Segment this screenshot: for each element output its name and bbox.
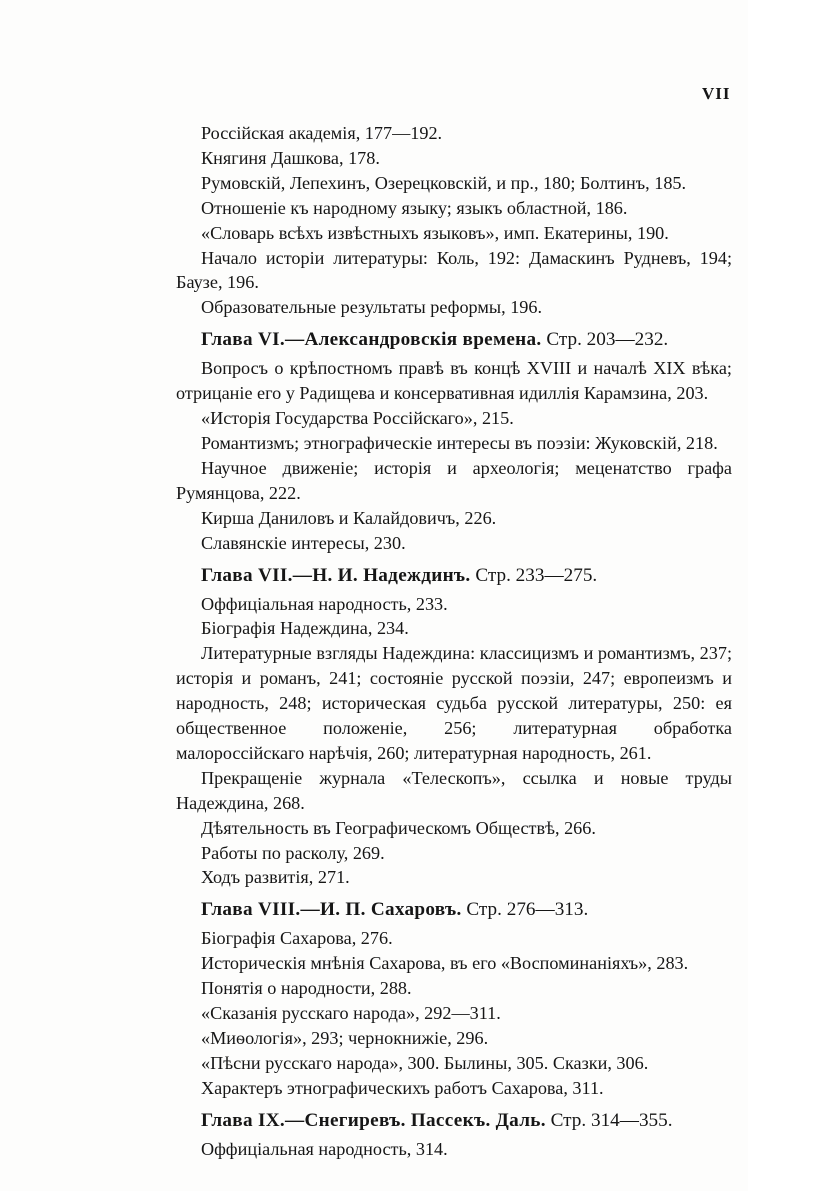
chapter-heading xyxy=(176,1108,732,1134)
toc-entry: Прекращеніе журнала «Телескопъ», ссылка и новые труды Надеждина, 268. xyxy=(176,767,732,813)
chapter-pages: Стр. 233—275. xyxy=(470,564,598,586)
toc-section xyxy=(176,563,732,891)
toc-entry: Кирша Даниловъ и Калайдовичъ, 226. xyxy=(201,507,497,528)
toc-entry: Научное движеніе; исторія и археологія; меценатство графа Румянцова, 222. xyxy=(176,457,732,503)
toc-entry: Біографія Сахарова, 276. xyxy=(201,928,393,949)
toc-entry: Работы по расколу, 269. xyxy=(201,842,385,863)
toc-entry: Біографія Надеждина, 234. xyxy=(201,618,409,639)
toc-entry: «Пѣсни русскаго народа», 300. Былины, 305. Сказки, 306. xyxy=(201,1052,649,1073)
chapter-pages: Стр. 276—313. xyxy=(461,899,589,921)
toc-entry: «Словарь всѣхъ извѣстныхъ языковъ», имп. Екатерины, 190. xyxy=(201,222,669,243)
toc-entry: Отношеніе къ народному языку; языкъ областной, 186. xyxy=(201,197,628,218)
toc-entry: Понятія о народности, 288. xyxy=(201,978,412,999)
toc-entry: Характеръ этнографическихъ работъ Сахарова, 311. xyxy=(201,1077,604,1098)
toc-entry: Дѣятельность въ Географическомъ Обществѣ, 266. xyxy=(201,817,596,838)
chapter-heading xyxy=(176,327,732,353)
toc-section xyxy=(176,1108,732,1162)
toc-entry: Славянскіе интересы, 230. xyxy=(201,532,406,553)
toc-entry: Румовскій, Лепехинъ, Озерецковскій, и пр., 180; Болтинъ, 185. xyxy=(201,172,687,193)
toc-entry: Оффиціальная народность, 233. xyxy=(201,593,448,614)
table-of-contents xyxy=(176,121,732,1162)
toc-section xyxy=(176,897,732,1100)
toc-section xyxy=(176,121,732,320)
chapter-title: Глава VIII.—И. П. Сахаровъ. xyxy=(201,899,462,921)
chapter-title: Глава VI.—Александровскія времена. xyxy=(201,329,542,351)
toc-entry: «Исторія Государства Россійскаго», 215. xyxy=(201,408,514,429)
chapter-pages: Стр. 203—232. xyxy=(541,329,669,351)
page-number: VII xyxy=(702,84,731,103)
toc-entry: Литературные взгляды Надеждина: классицизмъ и романтизмъ, 237; исторія и романъ, 241; состояніе русской поэзіи, 247; европеизмъ и народность, 248; историческая судьба русской литературы, 250: ея общественное положеніе, 256; литературная обработка малороссійскаго нарѣчія, 260; литературная народность, 261. xyxy=(176,643,732,763)
toc-section xyxy=(176,327,732,555)
toc-entry: Романтизмъ; этнографическіе интересы въ поэзіи: Жуковскій, 218. xyxy=(201,432,718,453)
toc-entry: Историческія мнѣнія Сахарова, въ его «Воспоминаніяхъ», 283. xyxy=(201,953,689,974)
toc-entry: Начало исторіи литературы: Коль, 192: Дамаскинъ Рудневъ, 194; Баузе, 196. xyxy=(176,247,732,293)
toc-entry: Ходъ развитія, 271. xyxy=(201,867,350,888)
toc-entry: Княгиня Дашкова, 178. xyxy=(201,147,380,168)
toc-entry: Образовательные результаты реформы, 196. xyxy=(201,297,543,318)
toc-entry: «Миѳологія», 293; чернокнижіе, 296. xyxy=(201,1028,489,1048)
toc-entry: Вопросъ о крѣпостномъ правѣ въ концѣ XVIII и началѣ XIX вѣка; отрицаніе его у Радищева и консервативная идиллія Карамзина, 203. xyxy=(176,358,732,404)
chapter-heading xyxy=(176,563,732,589)
chapter-pages: Стр. 314—355. xyxy=(545,1109,673,1131)
chapter-title: Глава IX.—Снегиревъ. Пассекъ. Даль. xyxy=(201,1109,546,1131)
chapter-heading xyxy=(176,897,732,923)
toc-entry: Россійская академія, 177—192. xyxy=(201,123,443,143)
chapter-title: Глава VII.—Н. И. Надеждинъ. xyxy=(201,564,471,586)
toc-entry: Оффиціальная народность, 314. xyxy=(201,1138,448,1159)
toc-entry: «Сказанія русскаго народа», 292—311. xyxy=(201,1003,501,1024)
